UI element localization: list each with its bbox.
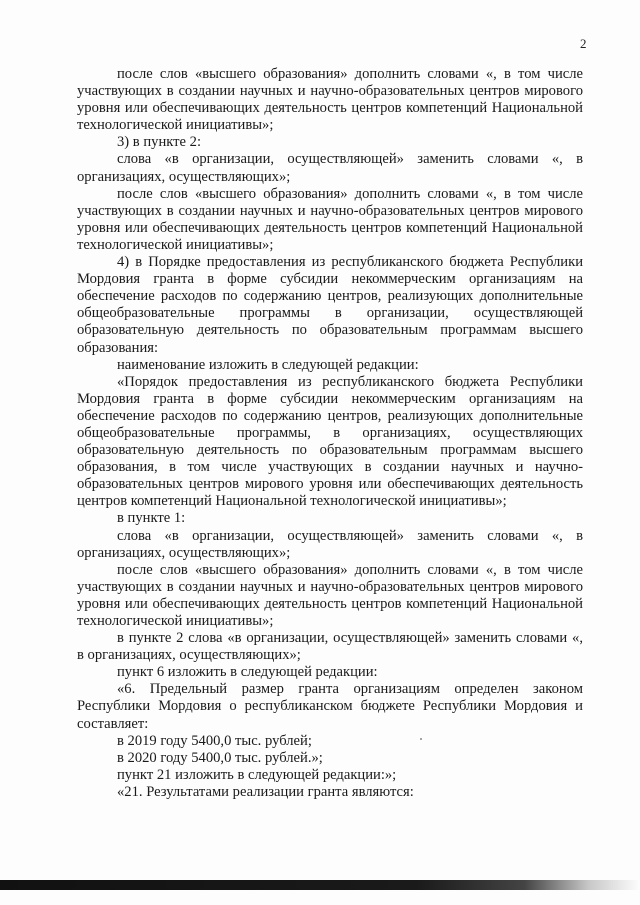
paragraph: слова «в организации, осуществляющей» заменить словами «, в организациях, осуществляющих»; [77, 151, 583, 185]
paragraph: после слов «высшего образования» дополнить словами «, в том числе участвующих в создании научных и научно-образовательных центров мирового уровня или обеспечивающих деятельность центров компетенций Национальной технологической инициативы»; [77, 561, 583, 629]
paragraph: «Порядок предоставления из республиканского бюджета Республики Мордовия гранта в форме субсидии некоммерческим организациям на обеспечение расходов по содержанию центров, реализующих дополнительные общеобразовательные программы, в организациях, осуществляющих образовательную деятельность по образовательным программам высшего образования, в том числе участвующих в создании научных и научно-образовательных центров мирового уровня или обеспечивающих деятельность центров компетенций Национальной технологической инициативы»; [77, 373, 583, 510]
paragraph: «21. Результатами реализации гранта являются: [117, 783, 414, 800]
paragraph: в 2020 году 5400,0 тыс. рублей.»; [117, 749, 323, 766]
paragraph: после слов «высшего образования» дополнить словами «, в том числе участвующих в создании научных и научно-образовательных центров мирового уровня или обеспечивающих деятельность центров компетенций Национальной технологической инициативы»; [77, 185, 583, 253]
paragraph: слова «в организации, осуществляющей» заменить словами «, в организациях, осуществляющих»; [77, 527, 583, 561]
paragraph: пункт 21 изложить в следующей редакции:»; [117, 766, 397, 783]
paragraph: пункт 6 изложить в следующей редакции: [117, 664, 378, 681]
scan-edge-bar [0, 880, 640, 890]
paragraph: в пункте 1: [117, 510, 186, 527]
paragraph: после слов «высшего образования» дополнить словами «, в том числе участвующих в создании научных и научно-образовательных центров мирового уровня или обеспечивающих деятельность центров компетенций Национальной технологической инициативы»; [77, 66, 583, 134]
paragraph: 4) в Порядке предоставления из республиканского бюджета Республики Мордовия гранта в форме субсидии некоммерческим организациям на обеспечение расходов по содержанию центров, реализующих дополнительные общеобразовательные программы в организации, осуществляющей образовательную деятельность по образовательным программам высшего образования: [77, 254, 583, 356]
paragraph: наименование изложить в следующей редакции: [117, 356, 419, 373]
paragraph: в пункте 2 слова «в организации, осуществляющей» заменить словами «, в организациях, осуществляющих»; [77, 630, 583, 664]
paragraph: «6. Предельный размер гранта организациям определен законом Республики Мордовия о республиканском бюджете Республики Мордовия и составляет: [77, 681, 583, 732]
paragraph: в 2019 году 5400,0 тыс. рублей; [117, 732, 312, 749]
page-number: 2 [580, 36, 587, 51]
paragraph: 3) в пункте 2: [117, 134, 202, 151]
document-body [77, 66, 583, 801]
scan-speck [420, 738, 422, 740]
